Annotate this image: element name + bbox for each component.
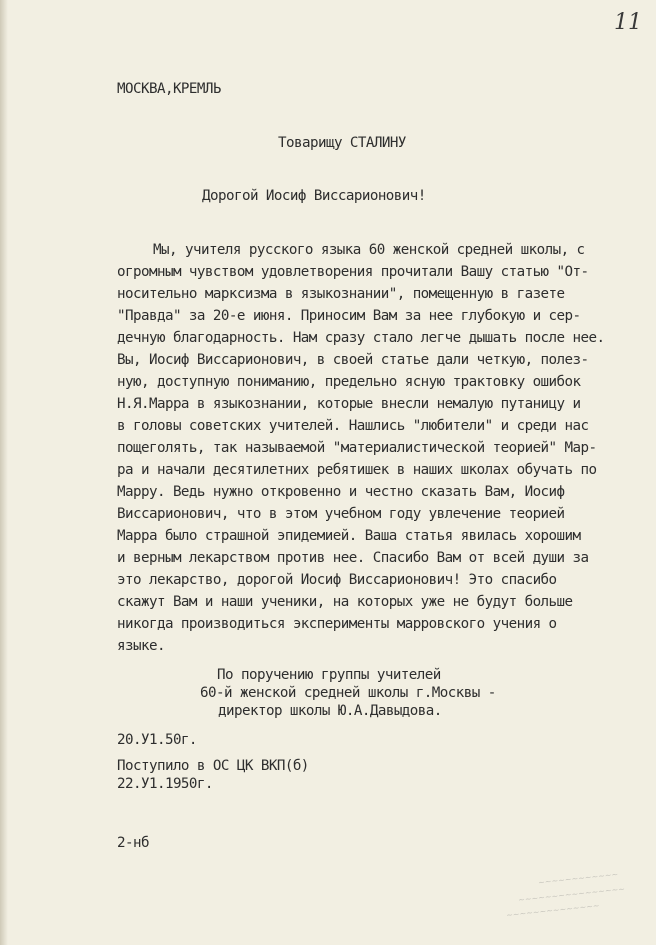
body-line: скажут Вам и наши ученики, на которых уже не будут больше — [117, 594, 573, 610]
body-line: Марру. Ведь нужно откровенно и честно сказать Вам, Иосиф — [117, 484, 565, 500]
received-line: 22.У1.1950г. — [117, 776, 213, 792]
place-heading: МОСКВА,КРЕМЛЬ — [117, 81, 221, 97]
copies-mark: 2-нб — [117, 835, 149, 851]
paper-edge — [0, 0, 8, 945]
salutation: Дорогой Иосиф Виссарионович! — [202, 188, 426, 204]
body-line: языке. — [117, 638, 165, 654]
faint-pencil-annotation: ~~~~~~~~~~~~ ~~~~~~~~~~~~~~~~ ~~~~~~~~~~~~~~ — [505, 869, 626, 920]
received-line: Поступило в ОС ЦК ВКП(б) — [117, 758, 309, 774]
signature-line: По поручению группы учителей — [217, 667, 441, 683]
body-line: дечную благодарность. Нам сразу стало легче дышать после нее. — [117, 330, 605, 346]
body-line: Марра было страшной эпидемией. Ваша статья явилась хорошим — [117, 528, 581, 544]
body-line: и верным лекарством против нее. Спасибо Вам от всей души за — [117, 550, 589, 566]
body-line: Мы, учителя русского языка 60 женской средней школы, с — [153, 242, 585, 258]
letter-date: 20.У1.50г. — [117, 732, 197, 748]
body-line: это лекарство, дорогой Иосиф Виссарионович! Это спасибо — [117, 572, 557, 588]
body-line: ную, доступную пониманию, предельно ясную трактовку ошибок — [117, 374, 581, 390]
body-line: Н.Я.Марра в языкознании, которые внесли немалую путаницу и — [117, 396, 581, 412]
addressee: Товарищу СТАЛИНУ — [278, 135, 406, 151]
body-line: ра и начали десятилетних ребятишек в наших школах обучать по — [117, 462, 597, 478]
body-line: огромным чувством удовлетворения прочитали Вашу статью "От- — [117, 264, 589, 280]
body-line: в головы советских учителей. Нашлись "любители" и среди нас — [117, 418, 589, 434]
body-line: никогда производиться эксперименты марровского учения о — [117, 616, 557, 632]
archive-page-number: 11 — [614, 10, 642, 35]
body-line: Виссарионович, что в этом учебном году увлечение теорией — [117, 506, 565, 522]
body-line: "Правда" за 20-е июня. Приносим Вам за нее глубокую и сер- — [117, 308, 581, 324]
signature-line: 60-й женской средней школы г.Москвы - — [200, 685, 496, 701]
body-line: носительно марксизма в языкознании", помещенную в газете — [117, 286, 565, 302]
body-line: пощеголять, так называемой "материалистической теорией" Мар- — [117, 440, 597, 456]
signature-line: директор школы Ю.А.Давыдова. — [218, 703, 442, 719]
body-line: Вы, Иосиф Виссарионович, в своей статье дали четкую, полез- — [117, 352, 589, 368]
